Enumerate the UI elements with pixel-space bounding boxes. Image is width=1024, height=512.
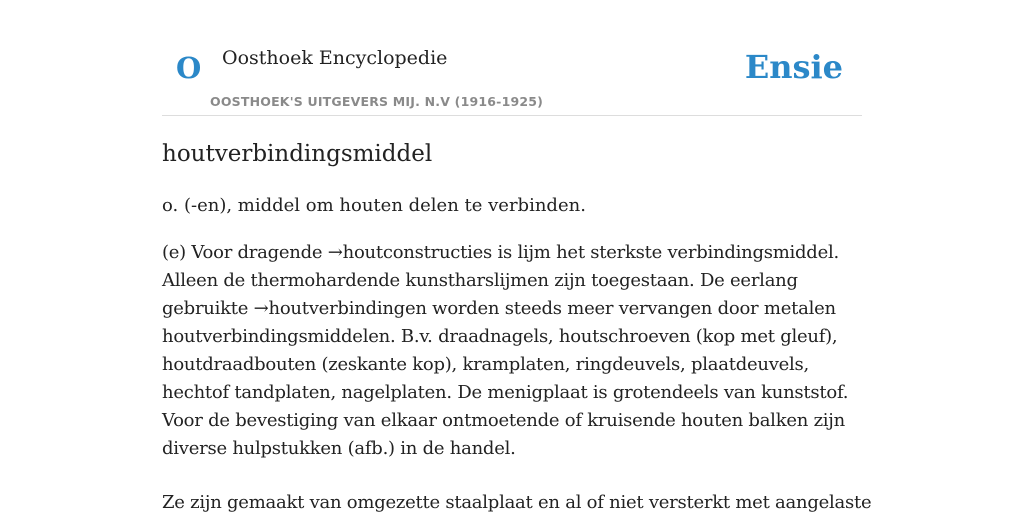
entry-title: houtverbindingsmiddel bbox=[162, 141, 433, 167]
entry-continuation: Ze zijn gemaakt van omgezette staalplaat en al of niet versterkt met aangelaste bbox=[162, 491, 872, 512]
encyclopedia-page bbox=[162, 0, 872, 512]
entry-body: (e) Voor dragende →houtconstructies is lijm het sterkste verbindingsmiddel. Alleen de thermohardende kunstharslijmen zijn toegestaan. De eerlang gebruikte →houtverbindingen worden steeds meer vervangen door metalen houtverbindingsmiddelen. B.v. draadnagels, houtschroeven (kop met gleuf), houtdraadbouten (zeskante kop), kramplaten, ringdeuvels, plaatdeuvels, hechtof tandplaten, nagelplaten. De menigplaat is grotendeels van kunststof. Voor de bevestiging van elkaar ontmoetende of kruisende houten balken zijn diverse hulpstukken (afb.) in de handel. bbox=[162, 241, 849, 459]
ensie-logo-link[interactable]: Ensie bbox=[744, 48, 843, 86]
source-logo[interactable]: O bbox=[176, 51, 202, 85]
source-title-link[interactable]: Oosthoek Encyclopedie bbox=[222, 47, 448, 69]
source-header bbox=[162, 0, 862, 116]
source-publisher: OOSTHOEK'S UITGEVERS MIJ. N.V (1916-1925) bbox=[210, 94, 544, 109]
entry-definition: o. (-en), middel om houten delen te verbinden. bbox=[162, 194, 586, 216]
